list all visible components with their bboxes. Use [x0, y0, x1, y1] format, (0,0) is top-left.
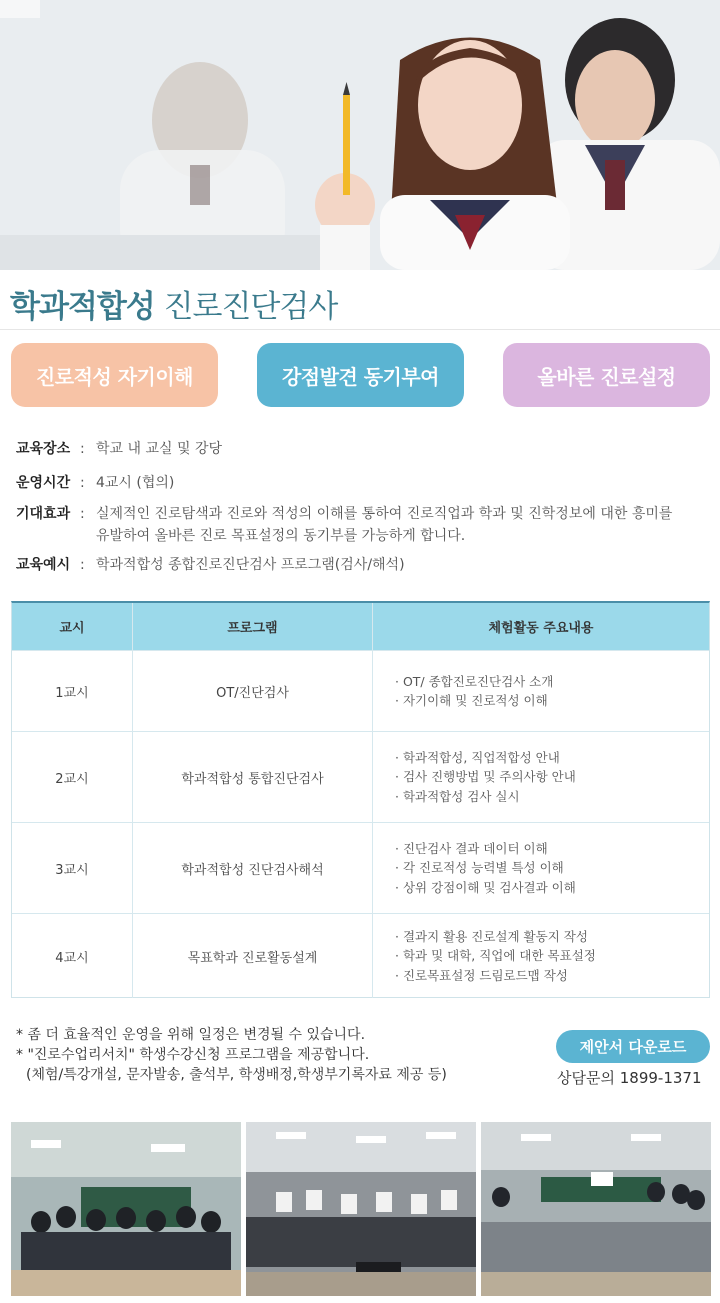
content-item: · 상위 강점이해 및 검사결과 이해: [395, 878, 576, 898]
table-row: [12, 822, 709, 913]
info-colon: :: [80, 557, 85, 573]
note-line: * 좀 더 효율적인 운영을 위해 일정은 변경될 수 있습니다.: [16, 1027, 366, 1043]
hero-photo: [0, 0, 720, 270]
info-label: 운영시간: [16, 475, 71, 491]
note-line: * "진로수업리서치" 학생수강신청 프로그램을 제공합니다.: [16, 1047, 370, 1063]
table-header: [12, 603, 709, 650]
content-item: · 진단검사 결과 데이터 이해: [395, 839, 576, 859]
row-program: 학과적합성 진단검사해석: [133, 823, 373, 913]
row-period: 2교시: [12, 732, 133, 822]
download-proposal-button[interactable]: 제안서 다운로드: [556, 1030, 710, 1063]
title-divider: [0, 329, 720, 330]
title-strong: 학과적합성: [10, 289, 155, 325]
contact-phone: 상담문의 1899-1371: [557, 1069, 702, 1087]
row-period: 4교시: [12, 914, 133, 998]
info-label: 기대효과: [16, 506, 71, 522]
classroom-photo-1: [11, 1122, 241, 1296]
table-row: [12, 913, 709, 998]
row-program: 목표학과 진로활동설계: [133, 914, 373, 998]
row-content: [373, 651, 709, 731]
content-item: · 결과지 활용 진로설계 활동지 작성: [395, 927, 596, 947]
pill-strength-motivation: 강점발견 동기부여: [257, 343, 464, 407]
schedule-table: [11, 601, 710, 998]
content-item: · 학과 및 대학, 직업에 대한 목표설정: [395, 946, 596, 966]
info-colon: :: [80, 441, 85, 457]
info-value: 학교 내 교실 및 강당: [96, 441, 222, 457]
content-item: · 검사 진행방법 및 주의사항 안내: [395, 767, 576, 787]
header-program: 프로그램: [133, 603, 373, 650]
row-content: [373, 823, 709, 913]
pill-career-setting: 올바른 진로설정: [503, 343, 710, 407]
row-content: [373, 732, 709, 822]
row-period: 3교시: [12, 823, 133, 913]
header-content: 체험활동 주요내용: [488, 621, 594, 636]
table-row: [12, 650, 709, 731]
pill-career-aptitude: 진로적성 자기이해: [11, 343, 218, 407]
classroom-photo-2: [246, 1122, 476, 1296]
content-item: · 진로목표설정 드림로드맵 작성: [395, 966, 596, 986]
content-item: · OT/ 종합진로진단검사 소개: [395, 672, 553, 692]
row-program: 학과적합성 통합진단검사: [133, 732, 373, 822]
row-content: [373, 914, 709, 998]
info-value: 학과적합성 종합진로진단검사 프로그램(검사/해석): [96, 557, 405, 573]
notes: [16, 1025, 447, 1085]
table-row: [12, 731, 709, 822]
info-colon: :: [80, 506, 85, 522]
note-line: (체험/특강개설, 문자발송, 출석부, 학생배정,학생부기록자료 제공 등): [26, 1067, 447, 1083]
row-period: 1교시: [12, 651, 133, 731]
content-item: · 학과적합성, 직업적합성 안내: [395, 748, 576, 768]
page-title: [10, 281, 337, 326]
title-light: 진로진단검사: [163, 289, 338, 325]
header-period: 교시: [12, 603, 133, 650]
content-item: · 각 진로적성 능력별 특성 이해: [395, 858, 576, 878]
info-label: 교육장소: [16, 441, 71, 457]
info-colon: :: [80, 475, 85, 491]
info-value: 4교시 (협의): [96, 475, 175, 491]
info-value: 실제적인 진로탐색과 진로와 적성의 이해를 통하여 진로직업과 학과 및 진학정보에 대한 흥미를 유발하여 올바른 진로 목표설정의 동기부를 가능하게 합니다.: [96, 506, 673, 544]
content-item: · 학과적합성 검사 실시: [395, 787, 576, 807]
classroom-photo-3: [481, 1122, 711, 1296]
content-item: · 자기이해 및 진로적성 이해: [395, 691, 553, 711]
row-program: OT/진단검사: [133, 651, 373, 731]
info-label: 교육예시: [16, 557, 71, 573]
